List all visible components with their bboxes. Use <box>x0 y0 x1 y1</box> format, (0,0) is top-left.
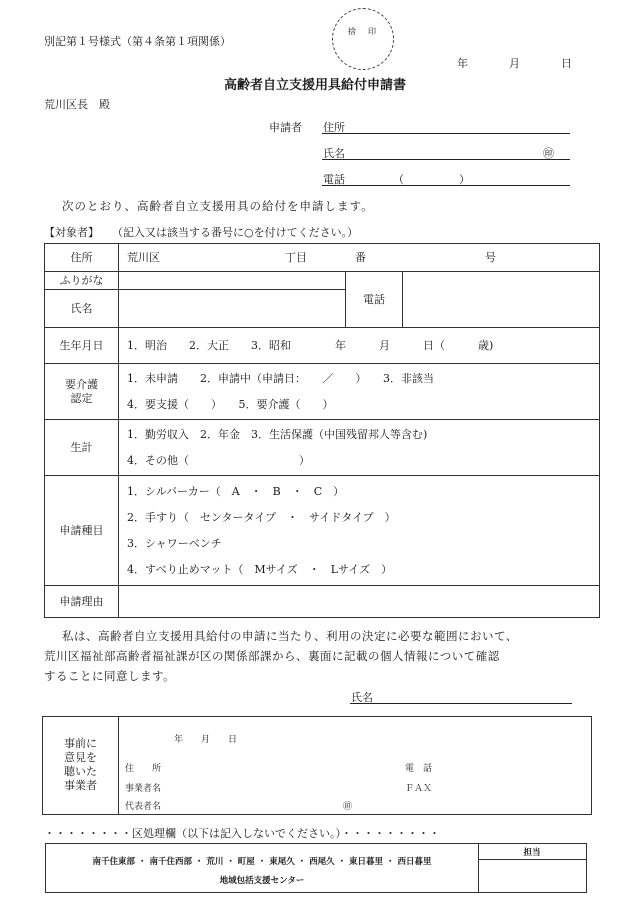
livelihood-line-2: 4．その他（ ） <box>127 453 310 467</box>
kind-label: 申請種目 <box>45 476 119 586</box>
page-title: 高齢者自立支援用具給付申請書 <box>223 78 406 93</box>
consent-line-1: 私は、高齢者自立支援用具給付の申請に当たり、利用の決定に必要な範囲において、 <box>62 629 518 643</box>
consent-line-2: 荒川区福祉部高齢者福祉課が区の関係部課から、裏面に記載の個人情報について確認 <box>44 649 500 663</box>
applicant-address-field[interactable] <box>322 133 570 134</box>
form-number: 別記第１号様式（第４条第１項関係） <box>44 35 231 48</box>
stamp-circle <box>332 8 394 70</box>
address-go: 号 <box>485 251 496 264</box>
kind-item-4: 4．すべり止めマット（ Mサイズ ・ Lサイズ ） <box>127 562 393 576</box>
provider-label <box>43 737 118 793</box>
livelihood-field[interactable] <box>119 420 600 476</box>
provider-date: 年 月 日 <box>174 735 238 745</box>
applicant-address-label: 住所 <box>323 121 345 134</box>
phone-label: 電話 <box>346 272 403 328</box>
applicant-name-field[interactable] <box>322 159 570 160</box>
reason-field[interactable] <box>119 586 600 618</box>
office-center: 地域包括支援センター <box>219 876 305 886</box>
applicant-seal-mark: ㊞ <box>543 147 554 160</box>
provider-label-line-2: 意見を <box>64 751 97 764</box>
birth-label: 生年月日 <box>45 328 119 364</box>
stamp-label: 捨 印 <box>348 27 378 36</box>
office-box <box>45 843 587 893</box>
birth-field[interactable]: 1．明治 2．大正 3．昭和 年 月 日（ 歳) <box>119 328 600 364</box>
intro-text: 次のとおり、高齢者自立支援用具の給付を申請します。 <box>62 199 374 213</box>
provider-box <box>42 716 592 815</box>
office-staff-label: 担当 <box>523 848 541 858</box>
subject-table <box>44 243 600 618</box>
care-label-line2: 認定 <box>70 391 93 405</box>
address-ward: 荒川区 <box>127 250 160 264</box>
provider-fax-label: ＦＡＸ <box>405 784 433 794</box>
furigana-label: ふりがな <box>45 272 119 290</box>
phone-field[interactable] <box>403 272 600 328</box>
address-ban: 番 <box>355 251 366 264</box>
provider-business-label: 事業者名 <box>125 784 162 794</box>
livelihood-line-1: 1．勤労収入 2．年金 3．生活保護（中国残留邦人等含む) <box>127 427 428 441</box>
address-label: 住所 <box>45 244 119 272</box>
applicant-name-label: 氏名 <box>323 147 345 160</box>
provider-label-line-3: 聴いた <box>64 765 97 778</box>
applicant-phone-parens: （ ） <box>393 173 470 186</box>
consent-name-label: 氏名 <box>351 691 373 704</box>
provider-seal-mark: ㊞ <box>343 802 353 812</box>
provider-phone-label: 電 話 <box>405 764 433 774</box>
care-line-2: 4．要支援（ ） 5．要介護（ ） <box>127 397 334 411</box>
name-field[interactable] <box>119 290 346 328</box>
date-month-label: 月 <box>509 57 520 70</box>
livelihood-label: 生計 <box>45 420 119 476</box>
address-chome: 丁目 <box>285 251 307 264</box>
care-label-line1: 要介護 <box>65 378 98 392</box>
kind-item-2: 2．手すり（ センタータイプ ・ サイドタイプ ） <box>127 510 396 524</box>
kind-field[interactable] <box>119 476 600 586</box>
provider-label-line-4: 事業者 <box>64 779 97 792</box>
consent-line-3: することに同意します。 <box>44 669 176 683</box>
furigana-field[interactable] <box>119 272 346 290</box>
provider-divider <box>118 717 119 814</box>
reason-label: 申請理由 <box>45 586 119 618</box>
name-label: 氏名 <box>45 290 119 328</box>
care-label <box>45 364 119 420</box>
address-cell[interactable] <box>119 244 600 272</box>
subject-note: （記入又は該当する番号に○を付けてください。） <box>112 226 359 239</box>
office-separator: ・・・・・・・・区処理欄（以下は記入しないでください。）・・・・・・・・・ <box>44 827 440 840</box>
applicant-label: 申請者 <box>269 121 302 134</box>
provider-rep-label: 代表者名 <box>125 802 162 812</box>
subject-heading: 【対象者】 <box>44 226 99 239</box>
addressee: 荒川区長 殿 <box>44 98 110 111</box>
date-year-label: 年 <box>457 57 468 70</box>
office-staff-field[interactable] <box>479 860 586 892</box>
office-areas: 南千住東部 ・ 南千住西部 ・ 荒川 ・ 町屋 ・ 東尾久 ・ 西尾久 ・ 東日暮里 ・ 西日暮里 <box>92 857 432 867</box>
provider-label-line-1: 事前に <box>64 737 97 750</box>
applicant-phone-label: 電話 <box>323 173 345 186</box>
provider-address-label: 住 所 <box>125 764 162 774</box>
applicant-phone-field[interactable] <box>322 185 570 186</box>
date-day-label: 日 <box>561 57 572 70</box>
kind-item-3: 3．シャワーベンチ <box>127 536 222 550</box>
kind-item-1: 1．シルバーカー（ A ・ B ・ C ） <box>127 484 345 498</box>
care-line-1: 1．未申請 2．申請中（申請日： ／ ） 3．非該当 <box>127 371 434 385</box>
care-field[interactable] <box>119 364 600 420</box>
consent-name-field[interactable] <box>350 703 572 704</box>
